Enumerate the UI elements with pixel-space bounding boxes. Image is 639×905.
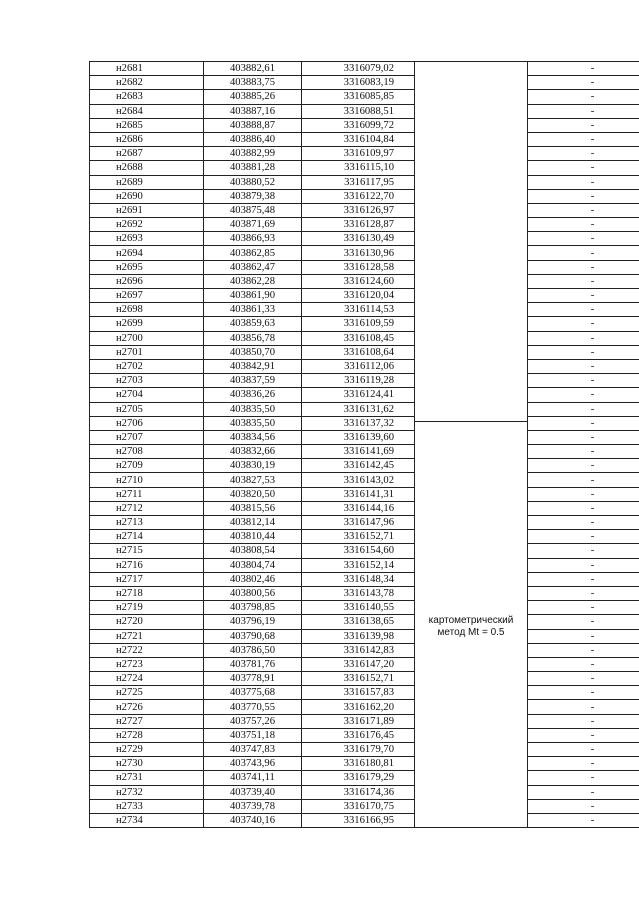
x-coordinate-cell: 403861,33 bbox=[204, 303, 302, 317]
y-coordinate-cell: 3316180,81 bbox=[302, 757, 415, 771]
x-coordinate-cell: 403835,50 bbox=[204, 402, 302, 416]
y-coordinate-cell: 3316141,31 bbox=[302, 487, 415, 501]
table-row bbox=[90, 90, 639, 104]
note-cell: - bbox=[528, 799, 639, 813]
note-cell: - bbox=[528, 757, 639, 771]
y-coordinate-cell: 3316130,49 bbox=[302, 232, 415, 246]
table-row bbox=[90, 402, 639, 416]
point-number-cell: н2725 bbox=[90, 686, 204, 700]
x-coordinate-cell: 403881,28 bbox=[204, 161, 302, 175]
x-coordinate-cell: 403862,28 bbox=[204, 274, 302, 288]
x-coordinate-cell: 403800,56 bbox=[204, 586, 302, 600]
y-coordinate-cell: 3316179,70 bbox=[302, 743, 415, 757]
y-coordinate-cell: 3316143,78 bbox=[302, 586, 415, 600]
point-number-cell: н2734 bbox=[90, 813, 204, 827]
note-cell: - bbox=[528, 317, 639, 331]
note-cell: - bbox=[528, 516, 639, 530]
note-cell: - bbox=[528, 161, 639, 175]
note-cell: - bbox=[528, 629, 639, 643]
note-cell: - bbox=[528, 530, 639, 544]
method-cell-divider bbox=[415, 421, 527, 422]
x-coordinate-cell: 403832,66 bbox=[204, 445, 302, 459]
point-number-cell: н2688 bbox=[90, 161, 204, 175]
y-coordinate-cell: 3316120,04 bbox=[302, 289, 415, 303]
note-cell: - bbox=[528, 246, 639, 260]
x-coordinate-cell: 403862,47 bbox=[204, 260, 302, 274]
point-number-cell: н2714 bbox=[90, 530, 204, 544]
table-row bbox=[90, 700, 639, 714]
table-row bbox=[90, 374, 639, 388]
x-coordinate-cell: 403804,74 bbox=[204, 558, 302, 572]
table-row bbox=[90, 558, 639, 572]
point-number-cell: н2713 bbox=[90, 516, 204, 530]
note-cell: - bbox=[528, 260, 639, 274]
table-row bbox=[90, 203, 639, 217]
y-coordinate-cell: 3316108,64 bbox=[302, 345, 415, 359]
y-coordinate-cell: 3316142,83 bbox=[302, 643, 415, 657]
point-number-cell: н2732 bbox=[90, 785, 204, 799]
note-cell: - bbox=[528, 175, 639, 189]
note-cell: - bbox=[528, 672, 639, 686]
x-coordinate-cell: 403861,90 bbox=[204, 289, 302, 303]
note-cell: - bbox=[528, 501, 639, 515]
point-number-cell: н2697 bbox=[90, 289, 204, 303]
note-cell: - bbox=[528, 601, 639, 615]
y-coordinate-cell: 3316166,95 bbox=[302, 813, 415, 827]
note-cell: - bbox=[528, 430, 639, 444]
coordinates-table bbox=[89, 61, 639, 828]
table-row bbox=[90, 132, 639, 146]
point-number-cell: н2718 bbox=[90, 586, 204, 600]
table-row bbox=[90, 743, 639, 757]
point-number-cell: н2698 bbox=[90, 303, 204, 317]
y-coordinate-cell: 3316144,16 bbox=[302, 501, 415, 515]
x-coordinate-cell: 403739,78 bbox=[204, 799, 302, 813]
note-cell: - bbox=[528, 416, 639, 430]
note-cell: - bbox=[528, 374, 639, 388]
y-coordinate-cell: 3316174,36 bbox=[302, 785, 415, 799]
table-row bbox=[90, 714, 639, 728]
table-row bbox=[90, 430, 639, 444]
y-coordinate-cell: 3316085,85 bbox=[302, 90, 415, 104]
x-coordinate-cell: 403827,53 bbox=[204, 473, 302, 487]
x-coordinate-cell: 403837,59 bbox=[204, 374, 302, 388]
point-number-cell: н2724 bbox=[90, 672, 204, 686]
point-number-cell: н2686 bbox=[90, 132, 204, 146]
note-cell: - bbox=[528, 643, 639, 657]
y-coordinate-cell: 3316079,02 bbox=[302, 62, 415, 76]
table-row bbox=[90, 345, 639, 359]
point-number-cell: н2706 bbox=[90, 416, 204, 430]
table-row bbox=[90, 785, 639, 799]
point-number-cell: н2731 bbox=[90, 771, 204, 785]
note-cell: - bbox=[528, 345, 639, 359]
x-coordinate-cell: 403757,26 bbox=[204, 714, 302, 728]
table-row bbox=[90, 629, 639, 643]
point-number-cell: н2722 bbox=[90, 643, 204, 657]
y-coordinate-cell: 3316124,60 bbox=[302, 274, 415, 288]
point-number-cell: н2701 bbox=[90, 345, 204, 359]
point-number-cell: н2685 bbox=[90, 118, 204, 132]
x-coordinate-cell: 403875,48 bbox=[204, 203, 302, 217]
x-coordinate-cell: 403815,56 bbox=[204, 501, 302, 515]
point-number-cell: н2684 bbox=[90, 104, 204, 118]
note-cell: - bbox=[528, 615, 639, 629]
x-coordinate-cell: 403743,96 bbox=[204, 757, 302, 771]
y-coordinate-cell: 3316104,84 bbox=[302, 132, 415, 146]
note-cell: - bbox=[528, 473, 639, 487]
point-number-cell: н2700 bbox=[90, 331, 204, 345]
point-number-cell: н2696 bbox=[90, 274, 204, 288]
point-number-cell: н2703 bbox=[90, 374, 204, 388]
table-row bbox=[90, 544, 639, 558]
x-coordinate-cell: 403882,61 bbox=[204, 62, 302, 76]
y-coordinate-cell: 3316128,87 bbox=[302, 218, 415, 232]
y-coordinate-cell: 3316139,60 bbox=[302, 430, 415, 444]
point-number-cell: н2733 bbox=[90, 799, 204, 813]
y-coordinate-cell: 3316109,97 bbox=[302, 147, 415, 161]
x-coordinate-cell: 403778,91 bbox=[204, 672, 302, 686]
note-cell: - bbox=[528, 700, 639, 714]
x-coordinate-cell: 403859,63 bbox=[204, 317, 302, 331]
note-cell: - bbox=[528, 203, 639, 217]
x-coordinate-cell: 403802,46 bbox=[204, 572, 302, 586]
note-cell: - bbox=[528, 558, 639, 572]
y-coordinate-cell: 3316152,14 bbox=[302, 558, 415, 572]
x-coordinate-cell: 403830,19 bbox=[204, 459, 302, 473]
x-coordinate-cell: 403747,83 bbox=[204, 743, 302, 757]
point-number-cell: н2690 bbox=[90, 189, 204, 203]
point-number-cell: н2715 bbox=[90, 544, 204, 558]
table-row bbox=[90, 246, 639, 260]
point-number-cell: н2681 bbox=[90, 62, 204, 76]
note-cell: - bbox=[528, 402, 639, 416]
note-cell: - bbox=[528, 331, 639, 345]
point-number-cell: н2712 bbox=[90, 501, 204, 515]
y-coordinate-cell: 3316122,70 bbox=[302, 189, 415, 203]
point-number-cell: н2702 bbox=[90, 359, 204, 373]
x-coordinate-cell: 403866,93 bbox=[204, 232, 302, 246]
coordinates-table-page bbox=[89, 61, 606, 828]
x-coordinate-cell: 403775,68 bbox=[204, 686, 302, 700]
table-row bbox=[90, 799, 639, 813]
note-cell: - bbox=[528, 147, 639, 161]
point-number-cell: н2695 bbox=[90, 260, 204, 274]
table-row bbox=[90, 643, 639, 657]
note-cell: - bbox=[528, 388, 639, 402]
note-cell: - bbox=[528, 728, 639, 742]
y-coordinate-cell: 3316154,60 bbox=[302, 544, 415, 558]
note-cell: - bbox=[528, 459, 639, 473]
table-row bbox=[90, 572, 639, 586]
table-row bbox=[90, 473, 639, 487]
x-coordinate-cell: 403836,26 bbox=[204, 388, 302, 402]
note-cell: - bbox=[528, 771, 639, 785]
y-coordinate-cell: 3316152,71 bbox=[302, 530, 415, 544]
note-cell: - bbox=[528, 218, 639, 232]
point-number-cell: н2723 bbox=[90, 657, 204, 671]
y-coordinate-cell: 3316117,95 bbox=[302, 175, 415, 189]
note-cell: - bbox=[528, 544, 639, 558]
method-accuracy: метод Mt = 0.5 bbox=[437, 627, 505, 638]
y-coordinate-cell: 3316083,19 bbox=[302, 76, 415, 90]
y-coordinate-cell: 3316119,28 bbox=[302, 374, 415, 388]
note-cell: - bbox=[528, 586, 639, 600]
table-row bbox=[90, 104, 639, 118]
table-row bbox=[90, 487, 639, 501]
y-coordinate-cell: 3316152,71 bbox=[302, 672, 415, 686]
table-row bbox=[90, 601, 639, 615]
point-number-cell: н2727 bbox=[90, 714, 204, 728]
y-coordinate-cell: 3316140,55 bbox=[302, 601, 415, 615]
point-number-cell: н2711 bbox=[90, 487, 204, 501]
note-cell: - bbox=[528, 132, 639, 146]
table-row bbox=[90, 232, 639, 246]
note-cell: - bbox=[528, 104, 639, 118]
note-cell: - bbox=[528, 76, 639, 90]
table-row bbox=[90, 388, 639, 402]
y-coordinate-cell: 3316162,20 bbox=[302, 700, 415, 714]
point-number-cell: н2721 bbox=[90, 629, 204, 643]
x-coordinate-cell: 403882,99 bbox=[204, 147, 302, 161]
note-cell: - bbox=[528, 189, 639, 203]
y-coordinate-cell: 3316131,62 bbox=[302, 402, 415, 416]
table-row bbox=[90, 728, 639, 742]
table-row bbox=[90, 813, 639, 827]
x-coordinate-cell: 403820,50 bbox=[204, 487, 302, 501]
y-coordinate-cell: 3316088,51 bbox=[302, 104, 415, 118]
y-coordinate-cell: 3316157,83 bbox=[302, 686, 415, 700]
table-row bbox=[90, 672, 639, 686]
note-cell: - bbox=[528, 445, 639, 459]
x-coordinate-cell: 403835,50 bbox=[204, 416, 302, 430]
note-cell: - bbox=[528, 813, 639, 827]
y-coordinate-cell: 3316179,29 bbox=[302, 771, 415, 785]
y-coordinate-cell: 3316128,58 bbox=[302, 260, 415, 274]
y-coordinate-cell: 3316142,45 bbox=[302, 459, 415, 473]
x-coordinate-cell: 403834,56 bbox=[204, 430, 302, 444]
note-cell: - bbox=[528, 303, 639, 317]
table-row bbox=[90, 260, 639, 274]
table-row bbox=[90, 189, 639, 203]
point-number-cell: н2704 bbox=[90, 388, 204, 402]
y-coordinate-cell: 3316147,20 bbox=[302, 657, 415, 671]
table-row bbox=[90, 459, 639, 473]
point-number-cell: н2707 bbox=[90, 430, 204, 444]
note-cell: - bbox=[528, 90, 639, 104]
point-number-cell: н2719 bbox=[90, 601, 204, 615]
x-coordinate-cell: 403739,40 bbox=[204, 785, 302, 799]
table-row bbox=[90, 118, 639, 132]
y-coordinate-cell: 3316141,69 bbox=[302, 445, 415, 459]
point-number-cell: н2691 bbox=[90, 203, 204, 217]
note-cell: - bbox=[528, 785, 639, 799]
note-cell: - bbox=[528, 359, 639, 373]
y-coordinate-cell: 3316108,45 bbox=[302, 331, 415, 345]
point-number-cell: н2694 bbox=[90, 246, 204, 260]
y-coordinate-cell: 3316124,41 bbox=[302, 388, 415, 402]
y-coordinate-cell: 3316115,10 bbox=[302, 161, 415, 175]
y-coordinate-cell: 3316170,75 bbox=[302, 799, 415, 813]
method-description bbox=[415, 615, 527, 639]
note-cell: - bbox=[528, 714, 639, 728]
x-coordinate-cell: 403808,54 bbox=[204, 544, 302, 558]
note-cell: - bbox=[528, 118, 639, 132]
point-number-cell: н2710 bbox=[90, 473, 204, 487]
table-row bbox=[90, 161, 639, 175]
note-cell: - bbox=[528, 62, 639, 76]
table-row bbox=[90, 516, 639, 530]
point-number-cell: н2689 bbox=[90, 175, 204, 189]
table-row bbox=[90, 331, 639, 345]
point-number-cell: н2709 bbox=[90, 459, 204, 473]
y-coordinate-cell: 3316099,72 bbox=[302, 118, 415, 132]
point-number-cell: н2687 bbox=[90, 147, 204, 161]
x-coordinate-cell: 403798,85 bbox=[204, 601, 302, 615]
x-coordinate-cell: 403751,18 bbox=[204, 728, 302, 742]
table-row bbox=[90, 530, 639, 544]
point-number-cell: н2693 bbox=[90, 232, 204, 246]
x-coordinate-cell: 403812,14 bbox=[204, 516, 302, 530]
point-number-cell: н2716 bbox=[90, 558, 204, 572]
note-cell: - bbox=[528, 289, 639, 303]
x-coordinate-cell: 403880,52 bbox=[204, 175, 302, 189]
y-coordinate-cell: 3316109,59 bbox=[302, 317, 415, 331]
point-number-cell: н2726 bbox=[90, 700, 204, 714]
table-row bbox=[90, 62, 639, 76]
x-coordinate-cell: 403740,16 bbox=[204, 813, 302, 827]
x-coordinate-cell: 403856,78 bbox=[204, 331, 302, 345]
table-row bbox=[90, 586, 639, 600]
table-row bbox=[90, 657, 639, 671]
note-cell: - bbox=[528, 657, 639, 671]
point-number-cell: н2717 bbox=[90, 572, 204, 586]
table-row bbox=[90, 76, 639, 90]
x-coordinate-cell: 403885,26 bbox=[204, 90, 302, 104]
x-coordinate-cell: 403790,68 bbox=[204, 629, 302, 643]
point-number-cell: н2682 bbox=[90, 76, 204, 90]
table-row bbox=[90, 615, 639, 629]
note-cell: - bbox=[528, 232, 639, 246]
table-row bbox=[90, 303, 639, 317]
point-number-cell: н2683 bbox=[90, 90, 204, 104]
table-row bbox=[90, 317, 639, 331]
coordinates-table-body bbox=[90, 62, 639, 828]
table-row bbox=[90, 501, 639, 515]
point-number-cell: н2692 bbox=[90, 218, 204, 232]
y-coordinate-cell: 3316137,32 bbox=[302, 416, 415, 430]
point-number-cell: н2708 bbox=[90, 445, 204, 459]
point-number-cell: н2729 bbox=[90, 743, 204, 757]
x-coordinate-cell: 403781,76 bbox=[204, 657, 302, 671]
x-coordinate-cell: 403810,44 bbox=[204, 530, 302, 544]
x-coordinate-cell: 403770,55 bbox=[204, 700, 302, 714]
x-coordinate-cell: 403879,38 bbox=[204, 189, 302, 203]
y-coordinate-cell: 3316143,02 bbox=[302, 473, 415, 487]
y-coordinate-cell: 3316114,53 bbox=[302, 303, 415, 317]
point-number-cell: н2699 bbox=[90, 317, 204, 331]
x-coordinate-cell: 403786,50 bbox=[204, 643, 302, 657]
x-coordinate-cell: 403887,16 bbox=[204, 104, 302, 118]
point-number-cell: н2730 bbox=[90, 757, 204, 771]
x-coordinate-cell: 403888,87 bbox=[204, 118, 302, 132]
point-number-cell: н2705 bbox=[90, 402, 204, 416]
x-coordinate-cell: 403871,69 bbox=[204, 218, 302, 232]
table-row bbox=[90, 686, 639, 700]
note-cell: - bbox=[528, 686, 639, 700]
y-coordinate-cell: 3316147,96 bbox=[302, 516, 415, 530]
table-row bbox=[90, 289, 639, 303]
note-cell: - bbox=[528, 487, 639, 501]
y-coordinate-cell: 3316171,89 bbox=[302, 714, 415, 728]
x-coordinate-cell: 403796,19 bbox=[204, 615, 302, 629]
x-coordinate-cell: 403842,91 bbox=[204, 359, 302, 373]
table-row bbox=[90, 175, 639, 189]
x-coordinate-cell: 403883,75 bbox=[204, 76, 302, 90]
x-coordinate-cell: 403862,85 bbox=[204, 246, 302, 260]
x-coordinate-cell: 403886,40 bbox=[204, 132, 302, 146]
table-row bbox=[90, 757, 639, 771]
y-coordinate-cell: 3316139,98 bbox=[302, 629, 415, 643]
y-coordinate-cell: 3316126,97 bbox=[302, 203, 415, 217]
y-coordinate-cell: 3316112,06 bbox=[302, 359, 415, 373]
point-number-cell: н2720 bbox=[90, 615, 204, 629]
method-cell bbox=[415, 62, 528, 828]
table-row bbox=[90, 218, 639, 232]
point-number-cell: н2728 bbox=[90, 728, 204, 742]
x-coordinate-cell: 403850,70 bbox=[204, 345, 302, 359]
note-cell: - bbox=[528, 274, 639, 288]
y-coordinate-cell: 3316138,65 bbox=[302, 615, 415, 629]
y-coordinate-cell: 3316148,34 bbox=[302, 572, 415, 586]
method-name: картометрический bbox=[428, 615, 514, 626]
table-row bbox=[90, 147, 639, 161]
x-coordinate-cell: 403741,11 bbox=[204, 771, 302, 785]
table-row bbox=[90, 274, 639, 288]
note-cell: - bbox=[528, 572, 639, 586]
y-coordinate-cell: 3316130,96 bbox=[302, 246, 415, 260]
note-cell: - bbox=[528, 743, 639, 757]
y-coordinate-cell: 3316176,45 bbox=[302, 728, 415, 742]
table-row bbox=[90, 416, 639, 430]
table-row bbox=[90, 771, 639, 785]
table-row bbox=[90, 359, 639, 373]
table-row bbox=[90, 445, 639, 459]
